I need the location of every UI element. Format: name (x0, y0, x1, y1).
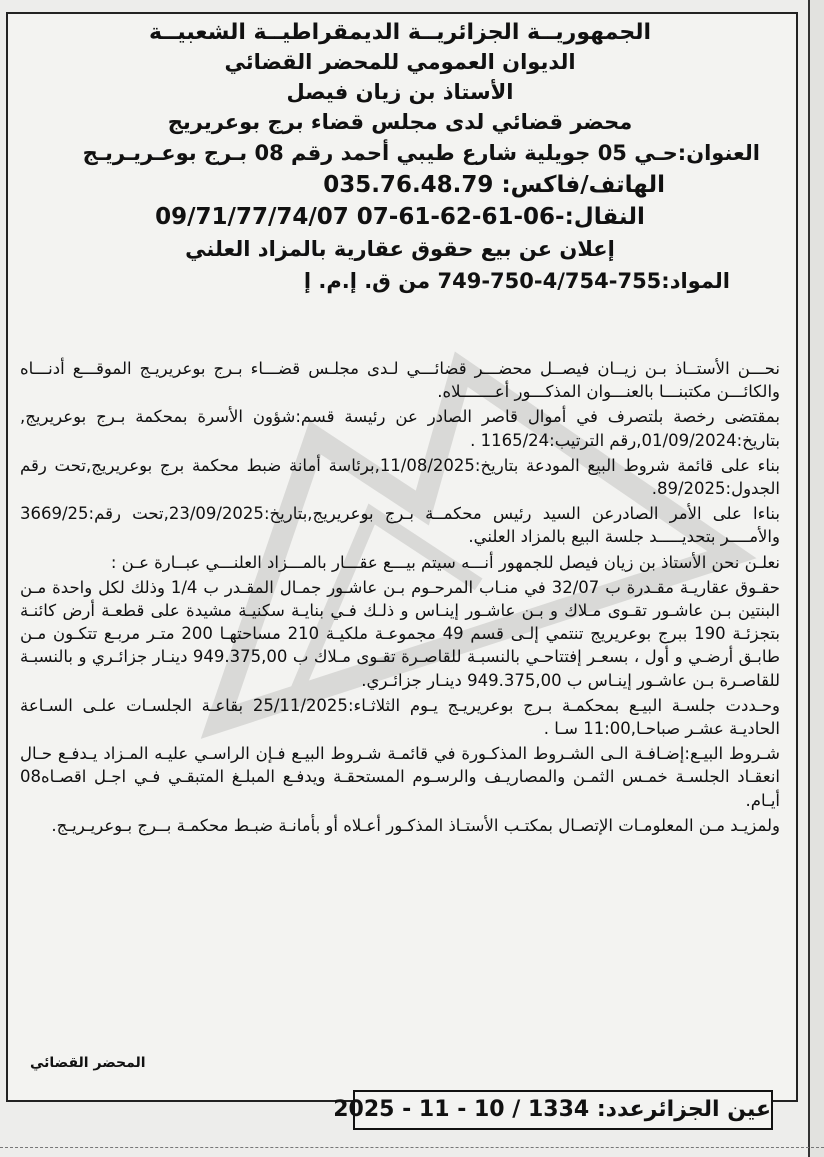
stamp-date: 2025 - 11 - 10 (333, 1097, 505, 1122)
office-phone: الهاتف/فاكس: 035.76.48.79 (323, 172, 665, 198)
bailiff-name: الأستاذ بن زيان فيصل (286, 80, 514, 104)
authorization-paragraph: بمقتضى رخصة بلتصرف في أموال قاصر الصادر عن رئيسة قسم:شؤون الأسرة بمحكمة بـرج بوعريريج, بتاريخ:01/09/2024,رقم الترتيب:1165/24 . (20, 407, 780, 450)
conditions-paragraph: بناء على قائمة شروط البيع المودعة بتاريخ:11/08/2025,برئاسة أمانة ضبط محكمة برج بوعريريج,تحت رقم الجدول:89/2025. (20, 455, 780, 499)
bailiff-court: محضر قضائي لدى مجلس قضاء برج بوعريريج (167, 110, 633, 134)
contact-paragraph: ولمزيـد مـن المعلومـات الإتصـال بمكتـب الأستـاذ المذكـور أعـلاه أو بأمانـة ضبـط محكمـة بــرج بـوعريـريـج. (51, 815, 780, 835)
office-address: العنوان:حـي 05 جويلية شارع طيبي أحمد رقم 08 بـرج بوعـريـريـج (82, 141, 760, 165)
session-paragraph: وحـددت جلسـة البيـع بمحكمـة بـرج بوعريريـج يـوم الثلاثـاء:25/11/2025 بقاعـة الجلسـات علـى السـاعة الحاديـة عشـر صباحـا,11:00 سـا . (20, 695, 780, 739)
sale-terms-paragraph: شـروط البيـع:إضـافـة الـى الشـروط المذكـورة في قائمـة شـروط البيـع فـإن الراسـي عليـه المـزاد يـدفـع حـال انعقـاد الجلسـة خمـس الثمـن والمصاريـف والرسـوم المستحقـة ويدفـع المبلـغ المتبقـي فـي اجـل اقصـاه08 أيـام. (20, 744, 780, 810)
announcement-header (30, 18, 770, 297)
court-order-paragraph: بناءا على الأمر الصادرعن السيد رئيس محكمــة بـرج بوعريريج,بتاريخ:23/09/2025,تحت رقم:3669/25 والأمــــر بتحديـــــد جلسة البيع بالمزاد العلني. (20, 504, 780, 547)
announcement-body (20, 357, 780, 839)
republic-title: الجمهوريــة الجزائريــة الديمقراطيــة الشعبيــة (148, 20, 652, 45)
cut-line (0, 1147, 824, 1148)
intro-paragraph: نحـــن الأستــاذ بـن زيــان فيصــل محضـــر قضائـــي لـدى مجلـس قضـــاء بـرج بوعريريـج الموقـــع أدنـــاه والكائـــن مكتبنـــا بالعنـــوان المذكـــور أعـــــــلاه. (20, 359, 780, 402)
announcement-paragraph: نعلـن نحن الأستاذ بن زيان فيصل للجمهور أنـــه سيتم بيـــع عقـــار بالمـــزاد العلنـــي عبــارة عـن : (110, 552, 780, 572)
announcement-title: إعلان عن بيع حقوق عقارية بالمزاد العلني (185, 237, 615, 261)
stamp-label: عين الجزائرعدد: 1334 (527, 1097, 771, 1122)
office-mobile: النقال:-06-61-62-61-07 09/71/77/74/07 (155, 204, 645, 230)
property-paragraph: حقـوق عقاريـة مقـدرة ب 32/07 في منـاب المرحـوم بـن عاشـور جمـال المقـدر ب 1/4 وذلك لكل واحدة مـن البنتين بـن عاشـور تقـوى مـلاك و بـن عاشـور إينـاس و ذلـك فـي بنايـة سكنيـة مشيدة على قطعـة أرض كائنـة بتجزئـة 190 ببرج بوعريريج تنتمي إلـى قسم 49 مجموعـة ملكيـة 210 مساحتهـا 200 متـر مربـع تتكـون مـن طابـق أرضـي و أول ، بسعـر إفتتاحـي بالنسبـة للقاصـرة تقـوى مـلاك ب 949.375,00 دينـار جزائـري و بالنسبـة للقاصـرة بـن عاشـور إينـاس ب 949.375,00 دينـار جزائـري. (20, 577, 780, 690)
signer-title: المحضر القضائي (30, 1055, 146, 1071)
legal-articles: المواد:755-4/754-750-749 من ق. إ.م. إ (303, 269, 730, 293)
publication-stamp: عين الجزائرعدد: 1334 / 2025 - 11 - 10 (353, 1090, 773, 1130)
adjacent-page-edge (808, 0, 824, 1157)
office-title: الديوان العمومي للمحضر القضائي (224, 50, 576, 74)
